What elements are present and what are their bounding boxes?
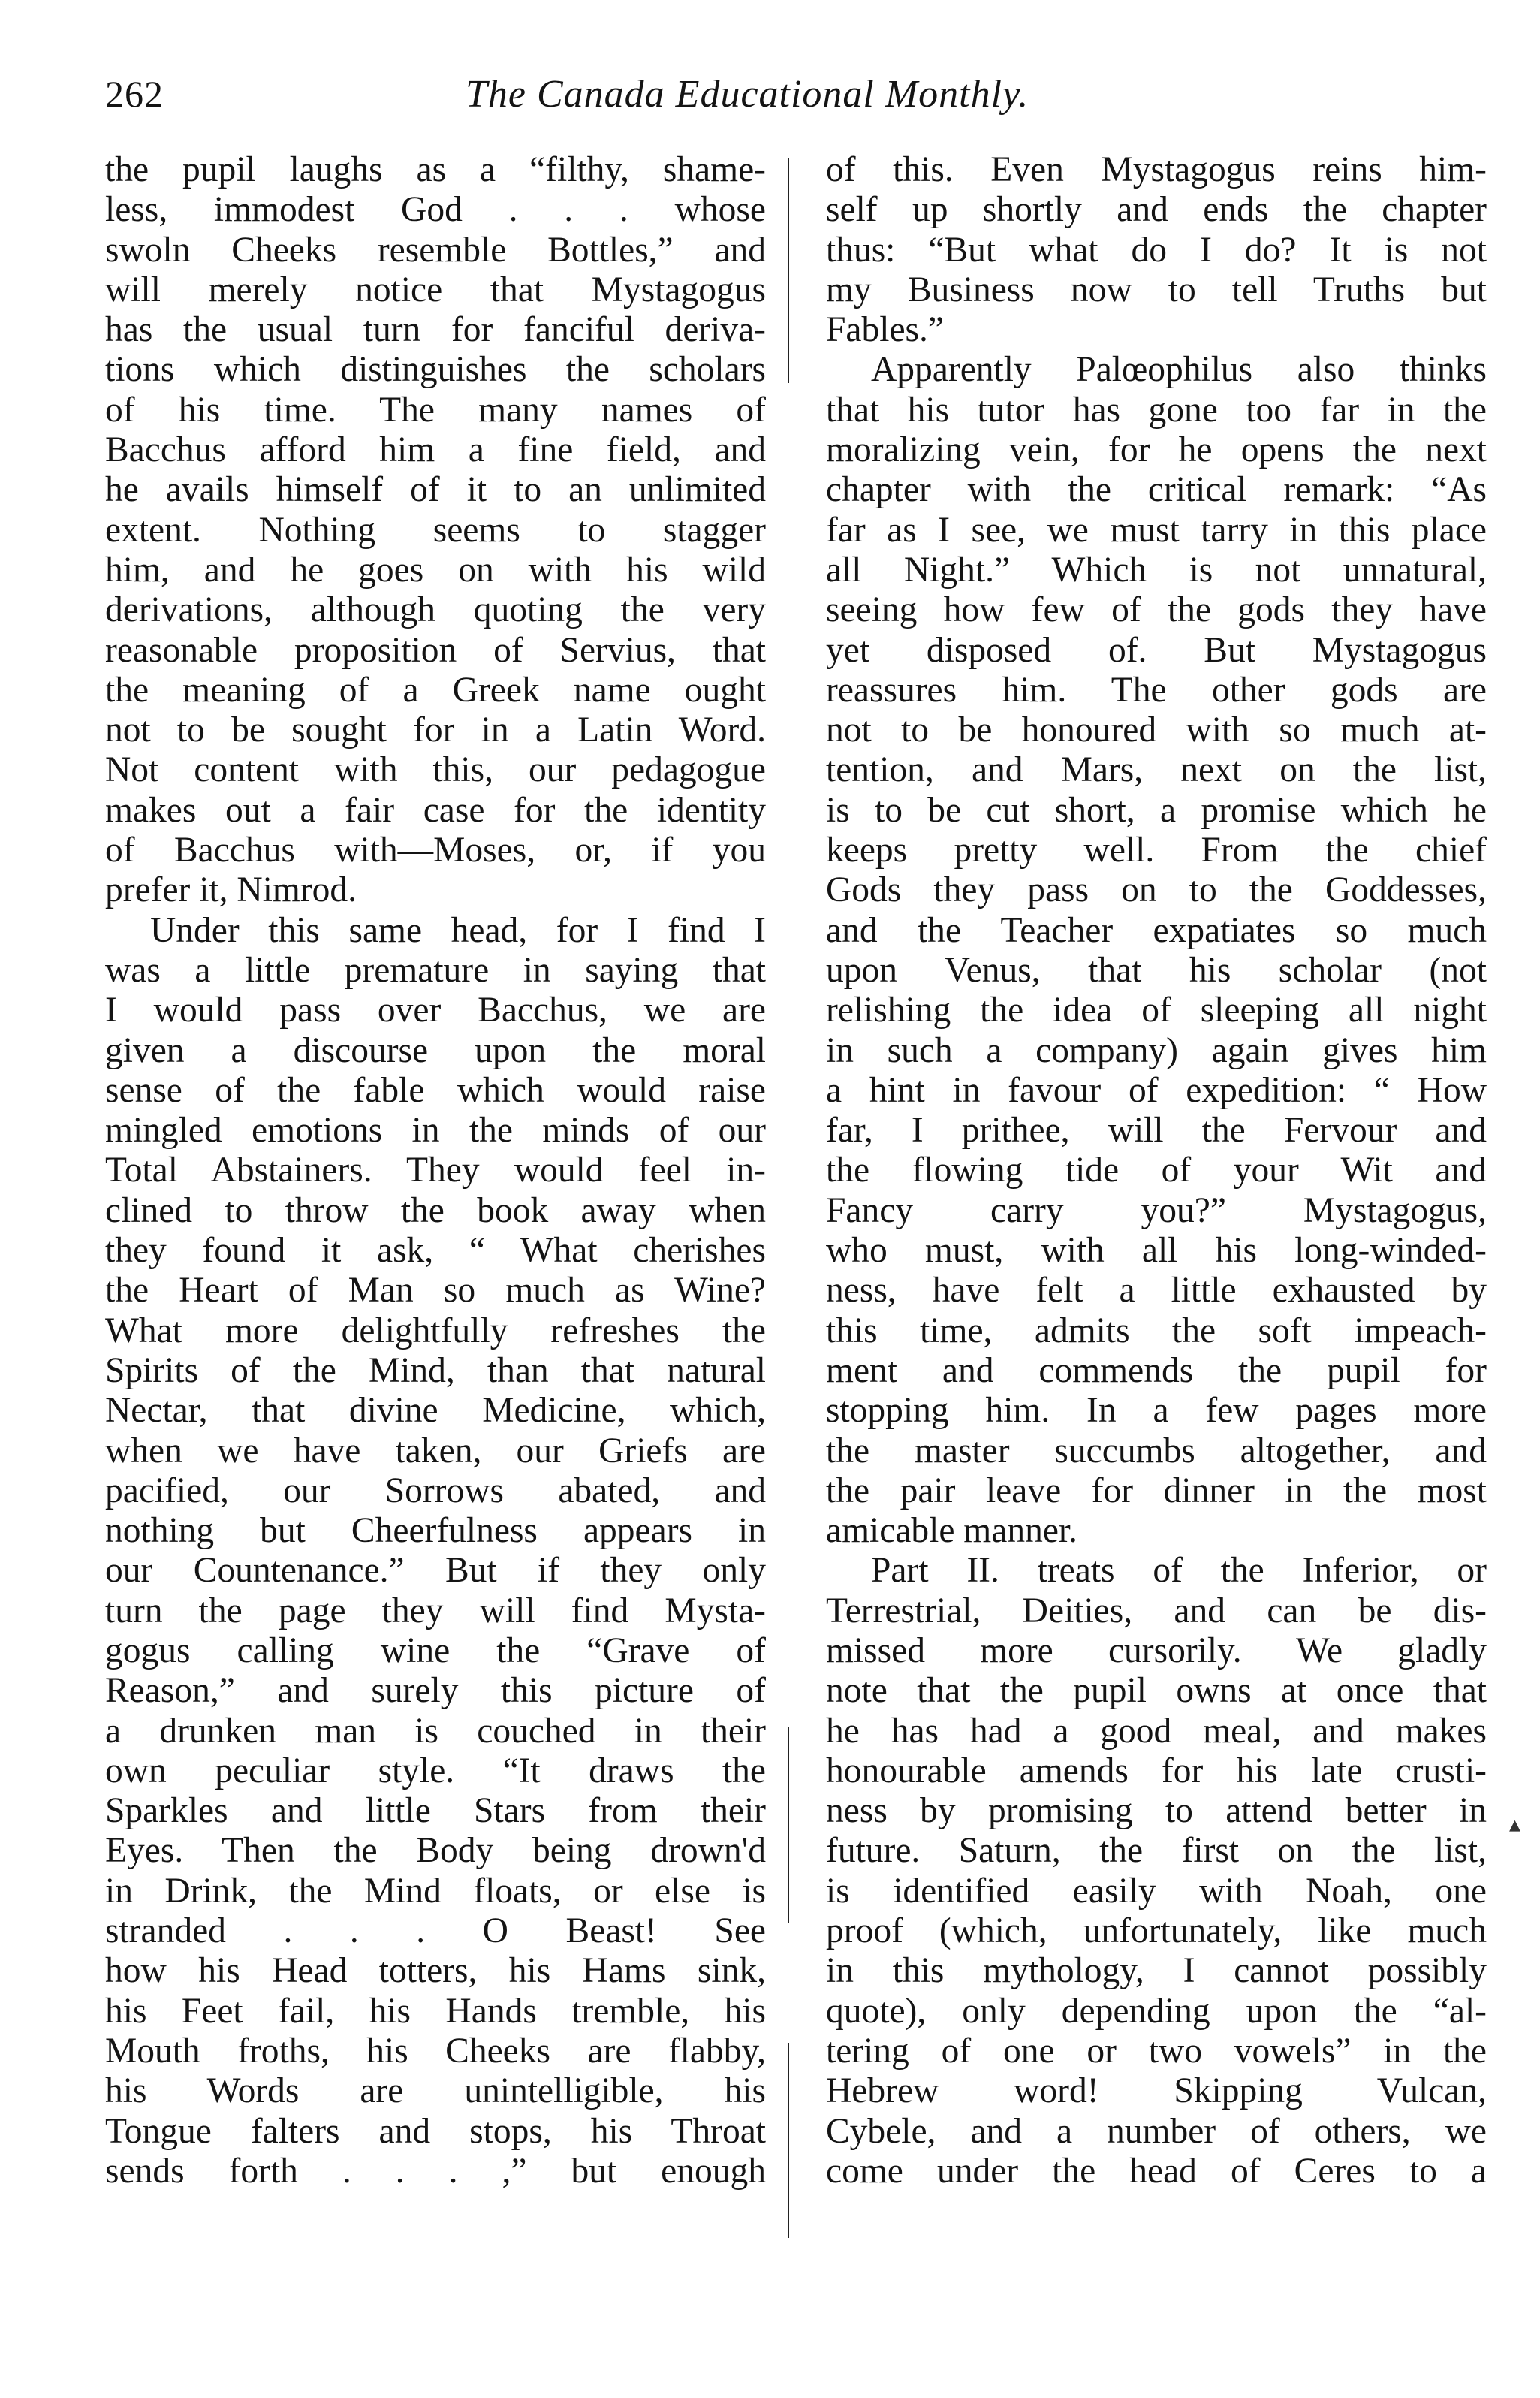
right-column xyxy=(826,150,1487,2191)
column-rule xyxy=(788,1727,789,1923)
text-line: reassures him. The other gods are xyxy=(826,670,1487,710)
text-line: keeps pretty well. From the chief xyxy=(826,831,1487,870)
text-line: the Heart of Man so much as Wine? xyxy=(105,1271,766,1311)
page-number: 262 xyxy=(105,73,164,115)
text-line: how his Head totters, his Hams sink, xyxy=(105,1951,766,1991)
text-line: seeing how few of the gods they have xyxy=(826,590,1487,630)
text-line: of this. Even Mystagogus reins him- xyxy=(826,150,1487,189)
column-rule xyxy=(788,2043,789,2238)
text-line: that his tutor has gone too far in the xyxy=(826,390,1487,430)
text-line: tention, and Mars, next on the list, xyxy=(826,750,1487,790)
text-line: Not content with this, our pedagogue xyxy=(105,750,766,790)
text-line: relishing the idea of sleeping all night xyxy=(826,991,1487,1030)
text-line: the flowing tide of your Wit and xyxy=(826,1151,1487,1190)
text-line: missed more cursorily. We gladly xyxy=(826,1630,1487,1670)
text-line: upon Venus, that his scholar (not xyxy=(826,950,1487,990)
text-line: is to be cut short, a promise which he xyxy=(826,790,1487,830)
text-line: far, I prithee, will the Fervour and xyxy=(826,1111,1487,1151)
text-line: Spirits of the Mind, than that natural xyxy=(105,1350,766,1390)
text-line: quote), only depending upon the “al- xyxy=(826,1991,1487,2031)
text-line: Nectar, that divine Medicine, which, xyxy=(105,1391,766,1431)
text-line: self up shortly and ends the chapter xyxy=(826,190,1487,230)
text-line: ness by promising to attend better in xyxy=(826,1791,1487,1831)
text-line: amicable manner. xyxy=(826,1511,1077,1551)
text-line: yet disposed of. But Mystagogus xyxy=(826,630,1487,670)
text-line: in this mythology, I cannot possibly xyxy=(826,1951,1487,1991)
text-line: own peculiar style. “It draws the xyxy=(105,1751,766,1790)
text-line: the pair leave for dinner in the most xyxy=(826,1470,1487,1510)
text-line: of Bacchus with—Moses, or, if you xyxy=(105,831,766,870)
text-line: chapter with the critical remark: “As xyxy=(826,470,1487,510)
text-line: he has had a good meal, and makes xyxy=(826,1711,1487,1751)
text-line: Fables.” xyxy=(826,310,944,350)
text-line: Terrestrial, Deities, and can be dis- xyxy=(826,1591,1487,1630)
text-line: ment and commends the pupil for xyxy=(826,1350,1487,1390)
text-line: prefer it, Nimrod. xyxy=(105,870,357,910)
text-line: in such a company) again gives him xyxy=(826,1030,1487,1070)
text-line: Reason,” and surely this picture of xyxy=(105,1671,766,1711)
text-line: stranded . . . O Beast! See xyxy=(105,1911,766,1951)
text-line: Bacchus afford him a fine field, and xyxy=(105,430,766,470)
text-line: and the Teacher expatiates so much xyxy=(826,910,1487,950)
text-line: given a discourse upon the moral xyxy=(105,1030,766,1070)
text-line: extent. Nothing seems to stagger xyxy=(105,510,766,550)
text-line: all Night.” Which is not unnatural, xyxy=(826,550,1487,590)
text-line: a hint in favour of expedition: “ How xyxy=(826,1070,1487,1110)
text-line: a drunken man is couched in their xyxy=(105,1711,766,1751)
text-line: come under the head of Ceres to a xyxy=(826,2151,1487,2191)
text-line: sense of the fable which would raise xyxy=(105,1070,766,1110)
text-line: Cybele, and a number of others, we xyxy=(826,2111,1487,2151)
text-line: tering of one or two vowels” in the xyxy=(826,2031,1487,2071)
text-line: the master succumbs altogether, and xyxy=(826,1431,1487,1470)
text-line: tions which distinguishes the scholars xyxy=(105,350,766,390)
text-line: our Countenance.” But if they only xyxy=(105,1551,766,1591)
text-line: the meaning of a Greek name ought xyxy=(105,670,766,710)
text-line: note that the pupil owns at once that xyxy=(826,1671,1487,1711)
text-line: future. Saturn, the first on the list, xyxy=(826,1831,1487,1871)
text-line: this time, admits the soft impeach- xyxy=(826,1311,1487,1350)
text-line: Part II. treats of the Inferior, or xyxy=(871,1551,1487,1591)
text-line: sends forth . . . ,” but enough xyxy=(105,2151,766,2191)
margin-mark: ▴ xyxy=(1509,1812,1521,1837)
text-line: my Business now to tell Truths but xyxy=(826,270,1487,309)
text-line: gogus calling wine the “Grave of xyxy=(105,1630,766,1670)
text-line: clined to throw the book away when xyxy=(105,1190,766,1230)
text-line: less, immodest God . . . whose xyxy=(105,190,766,230)
column-rule xyxy=(788,158,789,383)
text-line: pacified, our Sorrows abated, and xyxy=(105,1470,766,1510)
text-line: not to be honoured with so much at- xyxy=(826,710,1487,750)
text-line: when we have taken, our Griefs are xyxy=(105,1431,766,1470)
text-line: the pupil laughs as a “filthy, shame- xyxy=(105,150,766,189)
text-line: him, and he goes on with his wild xyxy=(105,550,766,590)
text-line: will merely notice that Mystagogus xyxy=(105,270,766,309)
text-line: not to be sought for in a Latin Word. xyxy=(105,710,766,750)
text-line: has the usual turn for fanciful deriva- xyxy=(105,310,766,350)
text-line: Total Abstainers. They would feel in- xyxy=(105,1151,766,1190)
text-line: Tongue falters and stops, his Throat xyxy=(105,2111,766,2151)
left-column xyxy=(105,150,766,2191)
text-line: was a little premature in saying that xyxy=(105,950,766,990)
text-line: reasonable proposition of Servius, that xyxy=(105,630,766,670)
text-line: moralizing vein, for he opens the next xyxy=(826,430,1487,470)
text-line: ness, have felt a little exhausted by xyxy=(826,1271,1487,1311)
text-line: his Feet fail, his Hands tremble, his xyxy=(105,1991,766,2031)
text-line: turn the page they will find Mysta- xyxy=(105,1591,766,1630)
text-line: honourable amends for his late crusti- xyxy=(826,1751,1487,1790)
text-line: stopping him. In a few pages more xyxy=(826,1391,1487,1431)
text-line: he avails himself of it to an unlimited xyxy=(105,470,766,510)
text-line: I would pass over Bacchus, we are xyxy=(105,991,766,1030)
text-line: Eyes. Then the Body being drown'd xyxy=(105,1831,766,1871)
text-line: Hebrew word! Skipping Vulcan, xyxy=(826,2071,1487,2111)
text-line: who must, with all his long-winded- xyxy=(826,1231,1487,1271)
text-line: his Words are unintelligible, his xyxy=(105,2071,766,2111)
text-line: Sparkles and little Stars from their xyxy=(105,1791,766,1831)
text-line: in Drink, the Mind floats, or else is xyxy=(105,1871,766,1911)
text-line: nothing but Cheerfulness appears in xyxy=(105,1511,766,1551)
text-line: Fancy carry you?” Mystagogus, xyxy=(826,1190,1487,1230)
text-line: makes out a fair case for the identity xyxy=(105,790,766,830)
text-line: they found it ask, “ What cherishes xyxy=(105,1231,766,1271)
text-line: Under this same head, for I find I xyxy=(150,910,766,950)
text-line: Apparently Palœophilus also thinks xyxy=(871,350,1487,390)
text-line: far as I see, we must tarry in this place xyxy=(826,510,1487,550)
text-line: derivations, although quoting the very xyxy=(105,590,766,630)
text-line: thus: “But what do I do? It is not xyxy=(826,230,1487,270)
text-line: of his time. The many names of xyxy=(105,390,766,430)
text-line: swoln Cheeks resemble Bottles,” and xyxy=(105,230,766,270)
text-line: What more delightfully refreshes the xyxy=(105,1311,766,1350)
text-line: Mouth froths, his Cheeks are flabby, xyxy=(105,2031,766,2071)
text-line: mingled emotions in the minds of our xyxy=(105,1111,766,1151)
text-line: Gods they pass on to the Goddesses, xyxy=(826,870,1487,910)
running-head: The Canada Educational Monthly. xyxy=(466,73,1029,116)
text-line: proof (which, unfortunately, like much xyxy=(826,1911,1487,1951)
text-line: is identified easily with Noah, one xyxy=(826,1871,1487,1911)
